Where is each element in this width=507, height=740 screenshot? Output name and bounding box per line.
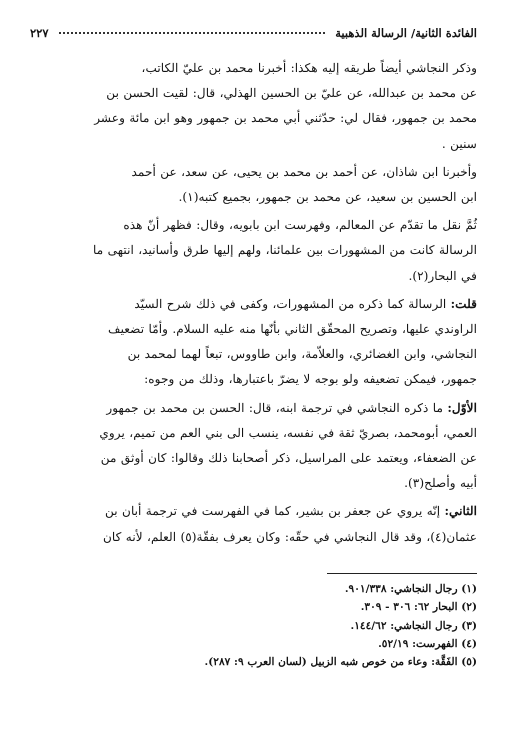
footnote: (٥) الفَقَّة: وعاء من خوص شبه الزبيل (لسان العرب ٩: ٢٨٧). xyxy=(204,656,477,669)
footnote: (٣) رجال النجاشي: ١٤٤/٦٢. xyxy=(350,619,477,632)
running-header xyxy=(30,26,477,40)
footnotes xyxy=(30,573,477,671)
page-number: ٢٢٧ xyxy=(30,26,49,40)
footnote: (١) رجال النجاشي: ٩٠١/٣٣٨. xyxy=(344,583,477,595)
footnote: (٤) الفهرست: ٥٢/١٩. xyxy=(378,637,477,650)
header-dot-leader xyxy=(59,32,326,34)
paragraph-4: قلت: الرسالة كما ذكره من المشهورات، وكفى في ذلك شرح السيّد الراوندي عليها، وتصريح المحقّق الثاني بأنّها منه عليه السلام. وأمّا تضعيف النجاشي، وابن الغضائري، والعلاّمة، وابن طاووس، تبعاً لهما لمحمد بن جمهور، فيمكن تضعيفه ولو بوجه لا يضرّ باعتبارها، وذلك من وجوه: xyxy=(107,296,477,387)
header-title: الفائدة الثانية/ الرسالة الذهبية xyxy=(335,26,477,40)
paragraph-lead: الأوّل: xyxy=(447,400,477,415)
paragraph-1: وذكر النجاشي أيضاً طريقه إليه هكذا: أخبرنا محمد بن عليّ الكاتب، عن محمد بن عبدالله، عن عليّ بن الحسين الهذلي، قال: لقيت الحسن بن محمد بن جمهور، فقال لي: حدّثني أبي محمد بن جمهور وهو ابن مائة وعشر سنين . xyxy=(94,61,477,151)
paragraph-lead: قلت: xyxy=(450,296,477,311)
footnote: (٢) البحار ٦٢: ٣٠٦ - ٣٠٩. xyxy=(360,601,477,614)
paragraph-5: الأوّل: ما ذكره النجاشي في ترجمة ابنه، قال: الحسن بن محمد بن جمهور العمي، أبومحمد، بصريّ ثقة في نفسه، ينسب الى بني العم من تميم، يروي عن الضعفاء، ويعتمد على المراسيل، ذكر أصحابنا ذلك وقالوا: كان أوثق من أبيه وأصلح(٣). xyxy=(99,400,477,491)
paragraph-2: وأخبرنا ابن شاذان، عن أحمد بن محمد بن يحيى، عن سعد، عن أحمد ابن الحسين بن سعيد، عن محمد بن جمهور، بجميع كتبه(١). xyxy=(131,164,477,205)
paragraph-lead: الثاني: xyxy=(444,504,477,519)
footnote-separator xyxy=(327,573,477,574)
main-text xyxy=(30,56,477,550)
paragraph-3: ثُمَّ نقل ما تقدّم عن المعالم، وفهرست ابن بابويه، وقال: فظهر أنّ هذه الرسالة كانت من المشهورات بين علمائنا، ولهم إليها طرق وأسانيد، انتهى ما في البحار(٢). xyxy=(93,218,477,283)
paragraph-6: الثاني: إنّه يروي عن جعفر بن بشير، كما في الفهرست في ترجمة أبان بن عثمان(٤)، وقد قال النجاشي في حقّه: وكان يعرف بفقّة(٥) العلم، لأنه كان xyxy=(102,504,477,544)
